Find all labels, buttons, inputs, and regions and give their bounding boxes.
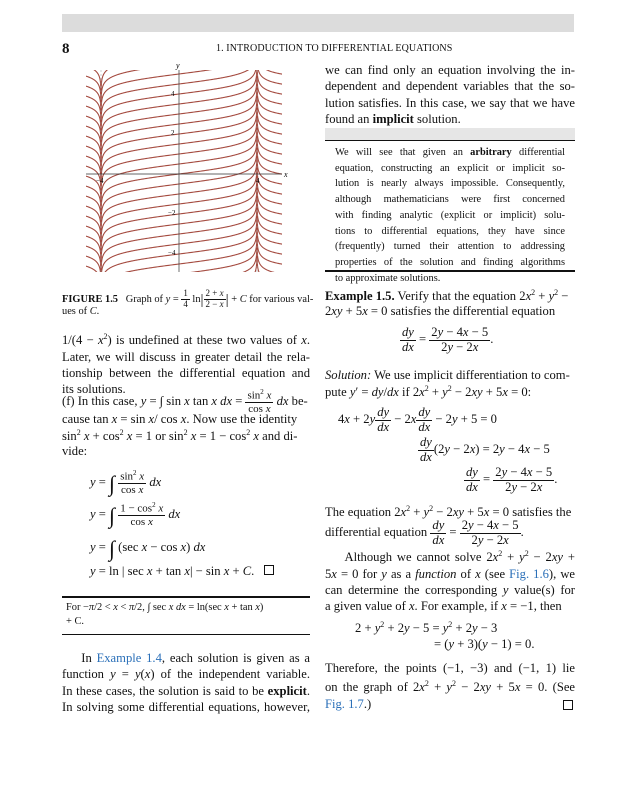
solution-curve (60, 198, 101, 239)
fig-1-6-link[interactable]: Fig. 1.6 (509, 566, 549, 581)
solution-curve (60, 118, 101, 159)
solution-curve (60, 68, 101, 109)
footnote-rule-top (62, 596, 310, 598)
right-p3: Although we cannot solve $2x^2 + y^2 - 2xy$ + 5x = 0 for y as a function of x (see Fig. 1.6), we can determine the corresponding y value(s) for a given value of x. For example, if x = −1, then (325, 549, 576, 614)
solution-curve (257, 119, 300, 160)
solution-curve (257, 229, 300, 270)
example-1-4-link[interactable]: Example 1.4 (96, 651, 162, 665)
solution-curve (257, 209, 300, 250)
solution-curve (60, 148, 101, 189)
solution-line2: pute y′ = dy/dx if $2x^2 + y^2 - 2xy + 5x = 0$: (325, 384, 532, 400)
y-axis-label: y (176, 61, 180, 70)
example-eq: $\frac{dy}{dx}$ = $\frac{2y - 4x - 5}{2y - 2x}$ . (402, 325, 494, 354)
right-p4: Therefore, the points (−1, −3) and (−1, 1) lie on the graph of $2x^2 + y^2 - 2xy + 5x = 0$. (See Fig. 1.7.) (325, 661, 576, 711)
solution-curve (60, 58, 101, 99)
solution-curve (257, 219, 300, 260)
note-rule-top (325, 140, 575, 141)
solution-curve (257, 239, 300, 280)
note-rule-bottom (325, 270, 575, 272)
eq-left-2: y = ∫ $\frac{1 - \cos^2 x}{\text{cos x}}$ dx (90, 501, 181, 528)
solution-curve (257, 129, 300, 170)
solution-curve (257, 149, 300, 190)
left-p1-line4: its solutions. (62, 382, 126, 397)
solution-curve (257, 159, 300, 200)
left-p1-line2: Later, we will discuss in greater detail the rela- (62, 349, 310, 364)
fig-1-7-link[interactable]: Fig. 1.7 (325, 697, 364, 711)
solution-curve (60, 98, 101, 139)
solution-eq1: 4x + 2y $\frac{dy}{dx}$ − 2x $\frac{dy}{dx}$ − 2y + 5 = 0 (338, 405, 497, 434)
solution-curve (257, 109, 300, 150)
footnote-line2: + C. (66, 616, 84, 627)
eq-left-4: y = ln | sec x + tan x| − sin x + C. (90, 564, 274, 579)
solution-curve (60, 228, 101, 269)
qed-box-2 (563, 700, 573, 710)
solution-curve (60, 158, 101, 199)
solution-curve (257, 199, 300, 240)
x-axis-label: x (284, 170, 288, 179)
figure-caption: FIGURE 1.5 Graph of y = $\frac{1}{4}$ ln| $\frac{2 + x}{2 - x}$ | + C for various val- (62, 288, 314, 309)
footnote-rule-bottom (62, 634, 310, 635)
qed-box (264, 565, 274, 575)
solution-curve (257, 179, 300, 220)
solution-curve (60, 238, 101, 279)
tick-y-neg2: −2 (168, 209, 176, 217)
example-line1: Example 1.5. Verify that the equation $2x^2 + y^2$ − (325, 288, 569, 304)
eq-left-1: y = ∫ $\frac{\sin^2 x}{\text{cos x}}$ dx (90, 469, 162, 496)
right-eq2: = (y + 3)(y − 1) = 0. (434, 637, 535, 651)
right-eq1: $2 + y^2 + 2y - 5 = y^2 + 2y - 3$ (355, 620, 498, 636)
left-p2-line1: (f) In this case, y = ∫ sin x tan x dx = $\frac{\sin^2 x}{\text{cos x}}$ dx be- (62, 388, 308, 415)
left-p2-line2: cause tan x = sin x/ cos x. Now use the identity (62, 412, 298, 426)
left-p3: In Example 1.4, each solution is given as a function y = y(x) of the independent variable. In these cases, the solution is said to be explicit. In solving some differential equations, however, (62, 651, 311, 715)
figure-plot (60, 56, 300, 281)
solution-eq2: $\frac{dy}{dx}$ (2y − 2x) = 2y − 4x − 5 (420, 435, 550, 464)
header-bar (62, 14, 574, 32)
solution-curve (60, 218, 101, 259)
tick-x-4: 4 (256, 177, 260, 185)
right-p1: we can find only an equation involving the in- dependent and dependent variables that the so- lution satisfies. In this case, we say that we have found an implicit solution. (325, 63, 575, 127)
figure-label: FIGURE 1.5 (62, 293, 118, 305)
solution-curve (60, 248, 101, 281)
solution-curve (60, 88, 101, 129)
tick-x-neg4: −4 (96, 177, 104, 185)
left-column (62, 329, 310, 398)
left-p2-line4: vide: (62, 444, 88, 458)
solution-curve (257, 59, 300, 100)
solution-curve (60, 188, 101, 229)
figure-caption-2: ues of C. (62, 306, 100, 317)
left-p1-line3: tionship between the differential equation and (62, 366, 310, 380)
note-shade (325, 128, 575, 140)
solution-curve (257, 169, 300, 210)
solution-eq3: $\frac{dy}{dx}$ = $\frac{2y - 4x - 5}{2y - 2x}$ . (466, 465, 558, 494)
p2-line2: differential equation $\frac{dy}{dx}$ = $\frac{2y - 4x - 5}{2y - 2x}$ . (325, 518, 524, 547)
solution-curve (60, 258, 101, 281)
solution-curve (60, 208, 101, 249)
solution-curve (257, 89, 300, 130)
footnote-line1: For −π/2 < x < π/2, ∫ sec x dx = ln(sec x + tan x) (66, 602, 264, 613)
solution-curve (257, 79, 300, 120)
solution-curve (257, 189, 300, 230)
tick-y-4: 4 (171, 90, 175, 98)
solution-curve (60, 278, 101, 281)
tick-y-2: 2 (171, 129, 175, 137)
solution-curve (257, 56, 300, 90)
example-line2: 2xy + 5x = 0 satisfies the differential equation (325, 304, 556, 318)
left-p2-line3: $\sin^2 x + \cos^2 x = 1$ or $\sin^2 x = 1 - \cos^2 x$ and di- (62, 428, 298, 444)
solution-curve (60, 108, 101, 149)
solution-curves (60, 56, 300, 281)
solution-curve (257, 99, 300, 140)
left-p1-line1: $1/(4 - x^2)$ is undefined at these two values of x. (62, 332, 311, 348)
page-number: 8 (62, 41, 70, 57)
solution-curve (60, 138, 101, 179)
note-box: We will see that given an arbitrary differential equation, constructing an explicit or implicit so- lution is nearly always impossible. Consequently, although mathematicians were first concerned with finding analytic (explicit or implicit) solu- tions to differential equations, they have since (frequently) turned their attention to addressing properties of the solution and finding algorithms to approximate solutions. (335, 147, 565, 284)
running-head: 1. INTRODUCTION TO DIFFERENTIAL EQUATIONS (216, 43, 453, 54)
solution-line1: Solution: We use implicit differentiation to com- (325, 368, 570, 382)
solution-curve (60, 78, 101, 119)
tick-y-neg4: −4 (168, 249, 176, 257)
p2-line1: The equation $2x^2 + y^2 - 2xy + 5x = 0$ satisfies the (325, 504, 572, 520)
eq-left-3: y = ∫ (sec x − cos x) dx (90, 536, 206, 561)
solution-curve (257, 56, 300, 60)
solution-curve (257, 56, 300, 80)
solution-curve (257, 56, 300, 70)
solution-curve (257, 69, 300, 110)
solution-curve (60, 178, 101, 219)
solution-curve (60, 128, 101, 169)
